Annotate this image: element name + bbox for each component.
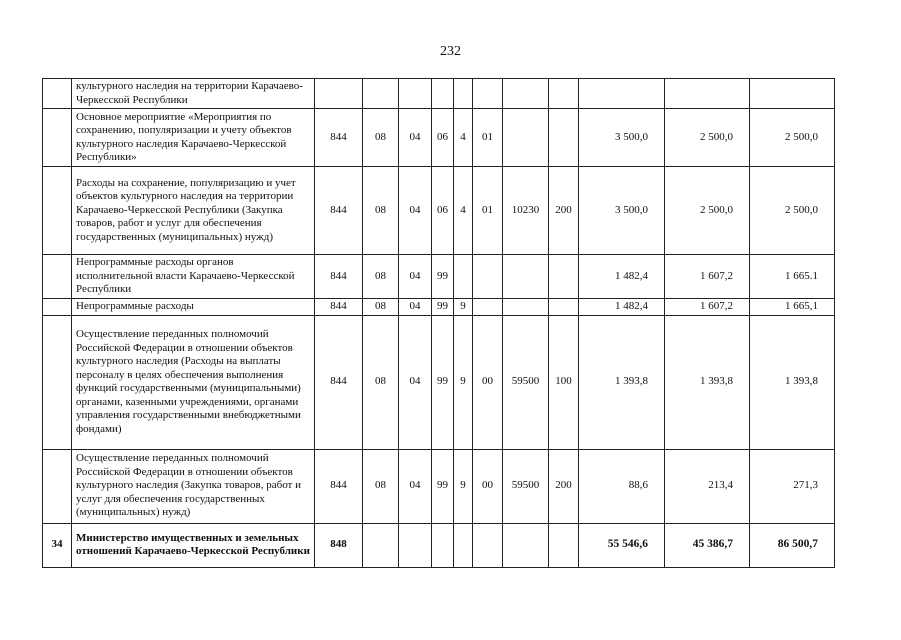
program-code-cell: 99 xyxy=(432,299,454,316)
row-number-cell xyxy=(43,299,72,316)
expense-type-cell xyxy=(549,109,579,167)
pr-cell: 04 xyxy=(399,109,432,167)
expense-type-cell xyxy=(549,255,579,299)
direction-code-cell xyxy=(503,255,549,299)
pr-cell: 04 xyxy=(399,255,432,299)
direction-code-cell: 59500 xyxy=(503,315,549,449)
event-code-cell xyxy=(473,79,503,109)
ved-cell: 844 xyxy=(315,299,363,316)
ved-cell: 844 xyxy=(315,449,363,523)
name-cell: Расходы на сохранение, популяризацию и учет объектов культурного наследия на территории Карачаево-Черкесской Республики (Закупка товаров, работ и услуг для обеспечения государственных (муниципальных) нужд) xyxy=(72,167,315,255)
direction-code-cell xyxy=(503,79,549,109)
expense-type-cell xyxy=(549,79,579,109)
amount-year2-cell: 45 386,7 xyxy=(665,523,750,567)
amount-year3-cell: 2 500,0 xyxy=(750,109,835,167)
amount-year3-cell: 86 500,7 xyxy=(750,523,835,567)
pr-cell: 04 xyxy=(399,449,432,523)
table-row xyxy=(43,255,835,299)
rz-cell: 08 xyxy=(363,315,399,449)
subprogram-code-cell: 9 xyxy=(454,449,473,523)
amount-year2-cell: 1 607,2 xyxy=(665,255,750,299)
rz-cell: 08 xyxy=(363,299,399,316)
page-number: 232 xyxy=(440,44,461,59)
row-number-cell xyxy=(43,255,72,299)
program-code-cell: 06 xyxy=(432,109,454,167)
event-code-cell xyxy=(473,255,503,299)
amount-year3-cell: 1 393,8 xyxy=(750,315,835,449)
event-code-cell: 00 xyxy=(473,315,503,449)
subprogram-code-cell xyxy=(454,79,473,109)
rz-cell: 08 xyxy=(363,255,399,299)
event-code-cell: 00 xyxy=(473,449,503,523)
name-cell: Осуществление переданных полномочий Российской Федерации в отношении объектов культурного наследия (Закупка товаров, работ и услуг для обеспечения государственных (муниципальных) нужд) xyxy=(72,449,315,523)
amount-year1-cell: 55 546,6 xyxy=(579,523,665,567)
subprogram-code-cell: 9 xyxy=(454,299,473,316)
pr-cell: 04 xyxy=(399,315,432,449)
subprogram-code-cell: 4 xyxy=(454,109,473,167)
table-row xyxy=(43,315,835,449)
amount-year3-cell: 1 665,1 xyxy=(750,299,835,316)
rz-cell: 08 xyxy=(363,109,399,167)
amount-year2-cell: 1 607,2 xyxy=(665,299,750,316)
rz-cell xyxy=(363,523,399,567)
program-code-cell: 99 xyxy=(432,255,454,299)
subprogram-code-cell xyxy=(454,523,473,567)
expense-type-cell: 200 xyxy=(549,167,579,255)
name-cell: Осуществление переданных полномочий Российской Федерации в отношении объектов культурного наследия (Расходы на выплаты персоналу в целях обеспечения выполнения функций государственными (муниципальными) органами, казенными учреждениями, органами управления государственными внебюджетными фондами) xyxy=(72,315,315,449)
amount-year1-cell: 1 393,8 xyxy=(579,315,665,449)
subprogram-code-cell: 9 xyxy=(454,315,473,449)
program-code-cell xyxy=(432,79,454,109)
name-cell: Непрограммные расходы xyxy=(72,299,315,316)
expense-type-cell: 100 xyxy=(549,315,579,449)
name-cell: культурного наследия на территории Карачаево-Черкесской Республики xyxy=(72,79,315,109)
budget-table xyxy=(42,78,835,568)
event-code-cell xyxy=(473,523,503,567)
name-cell: Министерство имущественных и земельных отношений Карачаево-Черкесской Республики xyxy=(72,523,315,567)
table-row xyxy=(43,523,835,567)
amount-year3-cell xyxy=(750,79,835,109)
amount-year1-cell xyxy=(579,79,665,109)
row-number-cell xyxy=(43,315,72,449)
amount-year2-cell: 2 500,0 xyxy=(665,167,750,255)
direction-code-cell xyxy=(503,523,549,567)
subprogram-code-cell xyxy=(454,255,473,299)
amount-year1-cell: 3 500,0 xyxy=(579,109,665,167)
program-code-cell: 99 xyxy=(432,315,454,449)
row-number-cell xyxy=(43,167,72,255)
amount-year1-cell: 88,6 xyxy=(579,449,665,523)
amount-year3-cell: 271,3 xyxy=(750,449,835,523)
event-code-cell: 01 xyxy=(473,167,503,255)
program-code-cell: 06 xyxy=(432,167,454,255)
direction-code-cell xyxy=(503,299,549,316)
row-number-cell xyxy=(43,109,72,167)
rz-cell: 08 xyxy=(363,167,399,255)
event-code-cell: 01 xyxy=(473,109,503,167)
name-cell: Основное мероприятие «Мероприятия по сохранению, популяризации и учету объектов культурного наследия Карачаево-Черкесской Республики» xyxy=(72,109,315,167)
ved-cell xyxy=(315,79,363,109)
subprogram-code-cell: 4 xyxy=(454,167,473,255)
table-row xyxy=(43,79,835,109)
ved-cell: 844 xyxy=(315,109,363,167)
program-code-cell: 99 xyxy=(432,449,454,523)
ved-cell: 844 xyxy=(315,167,363,255)
budget-table-body xyxy=(43,79,835,568)
pr-cell xyxy=(399,79,432,109)
expense-type-cell xyxy=(549,523,579,567)
ved-cell: 848 xyxy=(315,523,363,567)
amount-year1-cell: 1 482,4 xyxy=(579,299,665,316)
row-number-cell xyxy=(43,449,72,523)
direction-code-cell: 10230 xyxy=(503,167,549,255)
amount-year2-cell xyxy=(665,79,750,109)
direction-code-cell: 59500 xyxy=(503,449,549,523)
table-row xyxy=(43,109,835,167)
amount-year2-cell: 2 500,0 xyxy=(665,109,750,167)
amount-year3-cell: 2 500,0 xyxy=(750,167,835,255)
ved-cell: 844 xyxy=(315,255,363,299)
rz-cell: 08 xyxy=(363,449,399,523)
amount-year2-cell: 1 393,8 xyxy=(665,315,750,449)
pr-cell: 04 xyxy=(399,299,432,316)
ved-cell: 844 xyxy=(315,315,363,449)
program-code-cell xyxy=(432,523,454,567)
expense-type-cell xyxy=(549,299,579,316)
pr-cell: 04 xyxy=(399,167,432,255)
amount-year2-cell: 213,4 xyxy=(665,449,750,523)
event-code-cell xyxy=(473,299,503,316)
table-row xyxy=(43,449,835,523)
row-number-cell xyxy=(43,79,72,109)
amount-year1-cell: 1 482,4 xyxy=(579,255,665,299)
amount-year3-cell: 1 665.1 xyxy=(750,255,835,299)
expense-type-cell: 200 xyxy=(549,449,579,523)
rz-cell xyxy=(363,79,399,109)
name-cell: Непрограммные расходы органов исполнительной власти Карачаево-Черкесской Республики xyxy=(72,255,315,299)
table-row xyxy=(43,167,835,255)
direction-code-cell xyxy=(503,109,549,167)
row-number-cell: 34 xyxy=(43,523,72,567)
amount-year1-cell: 3 500,0 xyxy=(579,167,665,255)
table-row xyxy=(43,299,835,316)
pr-cell xyxy=(399,523,432,567)
